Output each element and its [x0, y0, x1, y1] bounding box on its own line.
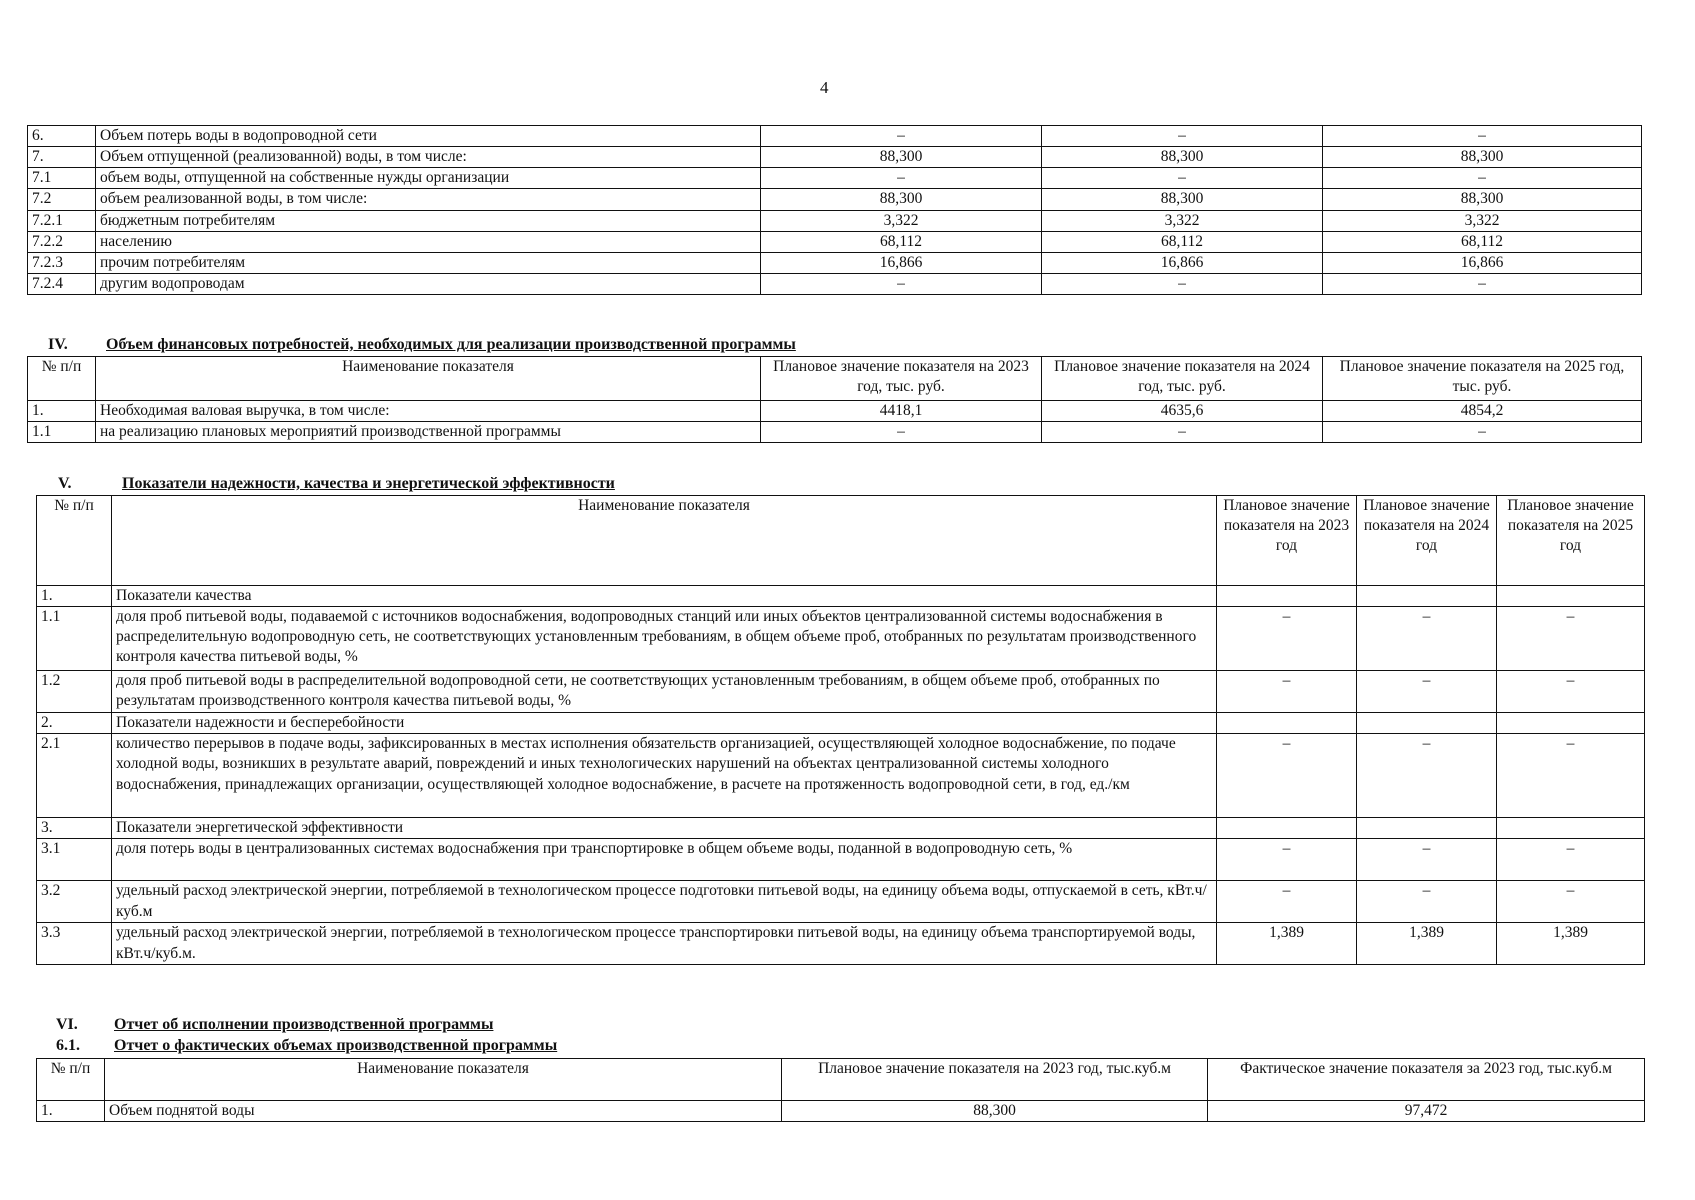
- row-value: 16,866: [761, 252, 1042, 273]
- row-value: –: [1323, 168, 1642, 189]
- row-value: –: [1217, 734, 1357, 818]
- row-value: [1357, 818, 1497, 839]
- section-6-1-title: 6.1. Отчет о фактических объемах производственной программы: [56, 1037, 558, 1054]
- row-value: 88,300: [1323, 189, 1642, 210]
- row-value: –: [1497, 607, 1645, 671]
- reliability-table: [36, 495, 1645, 965]
- row-number: 3.: [37, 818, 112, 839]
- row-value: –: [1357, 607, 1497, 671]
- row-name: количество перерывов в подаче воды, зафиксированных в местах исполнения обязательств организацией, осуществляющей холодное водоснабжение, по подаче холодной воды, возникших в результате аварий, повреждений и иных технологических нарушений на объектах централизованной системы холодного водоснабжения, принадлежащих организации, осуществляющей холодное водоснабжение, в расчете на протяженность водопроводной сети, в год, ед./км: [112, 734, 1217, 818]
- row-name: Показатели надежности и бесперебойности: [112, 713, 1217, 734]
- row-value: –: [761, 126, 1042, 147]
- table-row: [37, 586, 1645, 607]
- row-value: 4635,6: [1042, 401, 1323, 422]
- row-value: [1217, 818, 1357, 839]
- row-number: 1.: [37, 1101, 105, 1122]
- row-name: Необходимая валовая выручка, в том числе:: [96, 401, 761, 422]
- table-row: [28, 189, 1642, 210]
- row-name: Объем поднятой воды: [105, 1101, 782, 1122]
- row-name: удельный расход электрической энергии, потребляемой в технологическом процессе подготовки питьевой воды, на единицу объема воды, отпускаемой в сеть, кВт.ч/куб.м: [112, 881, 1217, 923]
- row-name: доля потерь воды в централизованных системах водоснабжения при транспортировке в общем объеме воды, поданной в водопроводную сеть, %: [112, 839, 1217, 881]
- table-row: [37, 923, 1645, 965]
- row-name: бюджетным потребителям: [96, 210, 761, 231]
- table-row: [37, 818, 1645, 839]
- row-name: Объем отпущенной (реализованной) воды, в том числе:: [96, 147, 761, 168]
- row-value: –: [761, 273, 1042, 294]
- header-2025: Плановое значение показателя на 2025 год, тыс. руб.: [1323, 357, 1642, 401]
- header-2025: Плановое значение показателя на 2025 год: [1497, 496, 1645, 586]
- row-value: –: [1217, 671, 1357, 713]
- row-number: 6.: [28, 126, 96, 147]
- row-number: 2.: [37, 713, 112, 734]
- row-value: –: [1357, 671, 1497, 713]
- section-v-title: V. Показатели надежности, качества и энергетической эффективности: [58, 475, 615, 492]
- row-name: прочим потребителям: [96, 252, 761, 273]
- row-value: 16,866: [1323, 252, 1642, 273]
- row-name: доля проб питьевой воды в распределительной водопроводной сети, не соответствующих установленным требованиям, в общем объеме проб, отобранных по результатам производственного контроля качества питьевой воды, %: [112, 671, 1217, 713]
- row-name: удельный расход электрической энергии, потребляемой в технологическом процессе транспортировки питьевой воды, на единицу объема транспортируемой воды, кВт.ч/куб.м.: [112, 923, 1217, 965]
- header-name: Наименование показателя: [112, 496, 1217, 586]
- page-number: 4: [820, 78, 829, 97]
- row-value: –: [1497, 881, 1645, 923]
- row-number: 1.: [37, 586, 112, 607]
- table-row: [37, 734, 1645, 818]
- table-row: [28, 231, 1642, 252]
- row-name: объем воды, отпущенной на собственные нужды организации: [96, 168, 761, 189]
- row-value: –: [1217, 881, 1357, 923]
- row-number: 7.2.3: [28, 252, 96, 273]
- row-value: –: [1323, 422, 1642, 443]
- row-value: –: [761, 168, 1042, 189]
- row-value: 3,322: [1323, 210, 1642, 231]
- row-value: –: [1357, 881, 1497, 923]
- header-name: Наименование показателя: [96, 357, 761, 401]
- row-value: –: [1497, 671, 1645, 713]
- row-value: 97,472: [1208, 1101, 1645, 1122]
- row-value: –: [1042, 126, 1323, 147]
- row-value: –: [1042, 273, 1323, 294]
- row-value: 88,300: [761, 147, 1042, 168]
- row-number: 7.2.2: [28, 231, 96, 252]
- row-value: 1,389: [1357, 923, 1497, 965]
- row-number: 1.2: [37, 671, 112, 713]
- row-value: 68,112: [1042, 231, 1323, 252]
- row-value: –: [1497, 734, 1645, 818]
- row-value: [1497, 818, 1645, 839]
- row-value: [1357, 713, 1497, 734]
- header-name: Наименование показателя: [105, 1059, 782, 1101]
- row-name: доля проб питьевой воды, подаваемой с источников водоснабжения, водопроводных станций или иных объектов централизованной системы водоснабжения в распределительную водопроводную сеть, не соответствующих установленным требованиям, в общем объеме проб, отобранных по результатам производственного контроля качества питьевой воды, %: [112, 607, 1217, 671]
- header-num: № п/п: [28, 357, 96, 401]
- section-vi-title: VI. Отчет об исполнении производственной программы: [56, 1016, 494, 1033]
- row-value: 88,300: [1323, 147, 1642, 168]
- table-row: [28, 126, 1642, 147]
- row-value: 88,300: [1042, 189, 1323, 210]
- table-row: [37, 881, 1645, 923]
- row-number: 1.1: [37, 607, 112, 671]
- row-value: [1497, 713, 1645, 734]
- row-value: –: [761, 422, 1042, 443]
- row-number: 3.3: [37, 923, 112, 965]
- table-row: [28, 210, 1642, 231]
- row-value: 3,322: [1042, 210, 1323, 231]
- row-value: –: [1217, 607, 1357, 671]
- table-row: [37, 839, 1645, 881]
- row-value: 68,112: [761, 231, 1042, 252]
- header-2023: Плановое значение показателя на 2023 год, тыс. руб.: [761, 357, 1042, 401]
- header-2024: Плановое значение показателя на 2024 год, тыс. руб.: [1042, 357, 1323, 401]
- table-row: [37, 671, 1645, 713]
- row-number: 3.2: [37, 881, 112, 923]
- row-value: –: [1323, 273, 1642, 294]
- row-value: 3,322: [761, 210, 1042, 231]
- row-value: 16,866: [1042, 252, 1323, 273]
- table-row: [37, 607, 1645, 671]
- row-value: –: [1323, 126, 1642, 147]
- table-row: [28, 273, 1642, 294]
- table-row: [28, 168, 1642, 189]
- table-row: [28, 401, 1642, 422]
- financial-needs-table: [27, 356, 1642, 443]
- row-number: 7.2: [28, 189, 96, 210]
- header-actual-2023: Фактическое значение показателя за 2023 год, тыс.куб.м: [1208, 1059, 1645, 1101]
- volumes-table: [27, 125, 1642, 295]
- row-value: 68,112: [1323, 231, 1642, 252]
- table-row: [28, 422, 1642, 443]
- row-name: другим водопроводам: [96, 273, 761, 294]
- row-name: Показатели качества: [112, 586, 1217, 607]
- row-value: 1,389: [1497, 923, 1645, 965]
- table-row: [28, 252, 1642, 273]
- row-value: 88,300: [782, 1101, 1208, 1122]
- row-name: объем реализованной воды, в том числе:: [96, 189, 761, 210]
- header-num: № п/п: [37, 496, 112, 586]
- header-num: № п/п: [37, 1059, 105, 1101]
- row-number: 3.1: [37, 839, 112, 881]
- row-value: –: [1357, 734, 1497, 818]
- header-planned-2023: Плановое значение показателя на 2023 год, тыс.куб.м: [782, 1059, 1208, 1101]
- section-iv-title: IV. Объем финансовых потребностей, необходимых для реализации производственной программы: [48, 336, 796, 353]
- row-number: 2.1: [37, 734, 112, 818]
- row-value: –: [1357, 839, 1497, 881]
- row-name: населению: [96, 231, 761, 252]
- row-value: [1217, 713, 1357, 734]
- row-number: 1.: [28, 401, 96, 422]
- row-number: 7.2.1: [28, 210, 96, 231]
- row-name: на реализацию плановых мероприятий производственной программы: [96, 422, 761, 443]
- actual-volumes-table: [36, 1058, 1645, 1122]
- row-value: 4418,1: [761, 401, 1042, 422]
- row-value: 4854,2: [1323, 401, 1642, 422]
- row-number: 1.1: [28, 422, 96, 443]
- table-row: [37, 1101, 1645, 1122]
- row-value: –: [1042, 422, 1323, 443]
- header-2023: Плановое значение показателя на 2023 год: [1217, 496, 1357, 586]
- row-value: 88,300: [1042, 147, 1323, 168]
- table-row: [28, 147, 1642, 168]
- header-2024: Плановое значение показателя на 2024 год: [1357, 496, 1497, 586]
- row-name: Показатели энергетической эффективности: [112, 818, 1217, 839]
- row-value: 1,389: [1217, 923, 1357, 965]
- row-number: 7.1: [28, 168, 96, 189]
- row-value: –: [1497, 839, 1645, 881]
- row-value: [1357, 586, 1497, 607]
- row-number: 7.: [28, 147, 96, 168]
- row-number: 7.2.4: [28, 273, 96, 294]
- row-value: –: [1042, 168, 1323, 189]
- row-name: Объем потерь воды в водопроводной сети: [96, 126, 761, 147]
- row-value: 88,300: [761, 189, 1042, 210]
- row-value: –: [1217, 839, 1357, 881]
- row-value: [1217, 586, 1357, 607]
- table-row: [37, 713, 1645, 734]
- row-value: [1497, 586, 1645, 607]
